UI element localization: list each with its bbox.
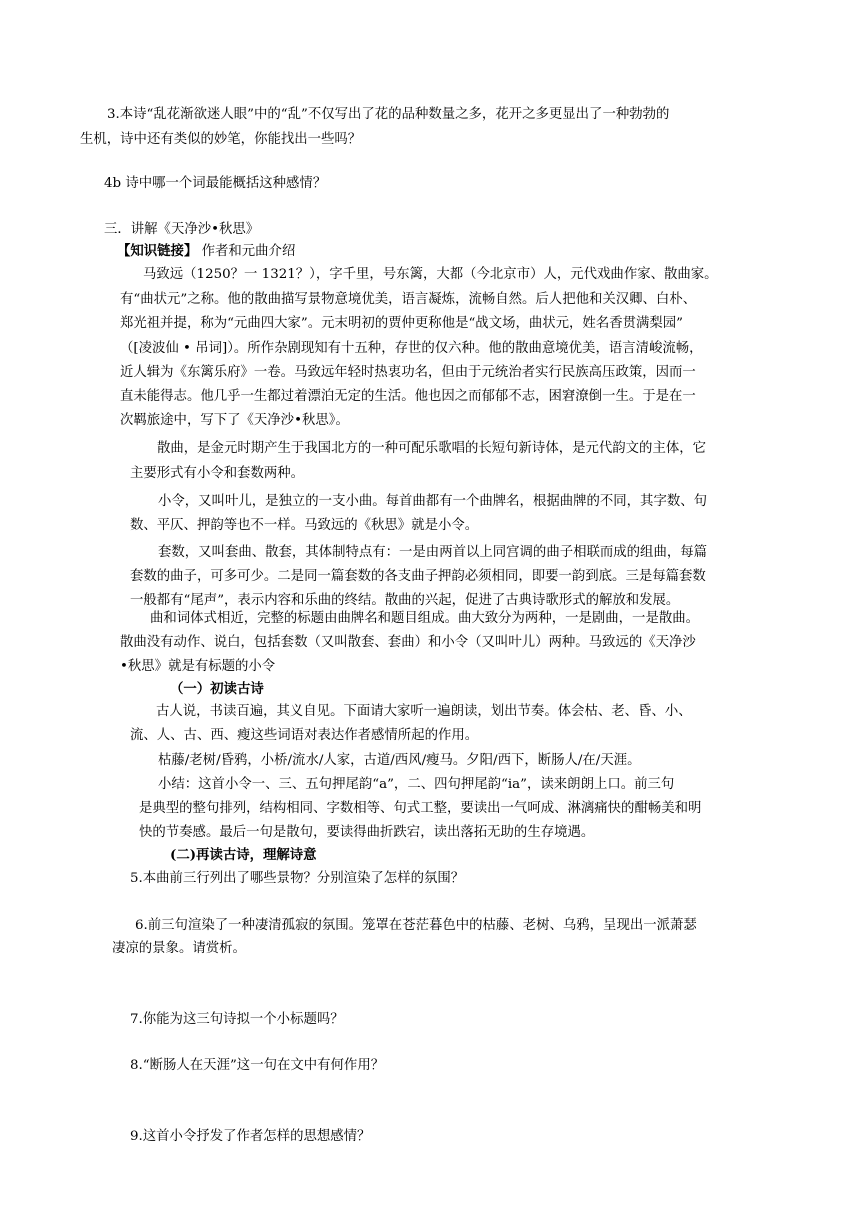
xiaoling-line: 小令，又叫叶儿，是独立的一支小曲。每首曲都有一个曲牌名，根据曲牌的不同，其字数、句 [158,494,708,509]
knowledge-link-label: 【知识链接】 [117,243,198,259]
question-6-line-2: 凄凉的景象。请赏析。 [112,941,246,956]
reading-2-heading: (二)再读古诗，理解诗意 [170,847,317,863]
author-bio-line: 次羁旅途中，写下了《天净沙•秋思》。 [120,413,349,428]
summary-line: 快的节奏感。最后一句是散句，要读得曲折跌宕，读出落拓无助的生存境遇。 [139,825,595,840]
author-bio-line: 马致远（1250？一 1321？），字千里，号东篱，大都（今北京市）人，元代戏曲作家、散曲家。 [143,267,718,282]
knowledge-link-text: 作者和元曲介绍 [197,244,296,259]
reading-1-intro-line: 流、人、古、西、瘦这些词语对表达作者感情所起的作用。 [130,728,479,743]
question-3-line-1: 3.本诗“乱花渐欲迷人眼”中的“乱”不仅写出了花的品种数量之多，花开之多更显出了一种勃勃的 [107,107,670,122]
knowledge-link [117,242,295,261]
question-3-line-2: 生机，诗中还有类似的妙笔，你能找出一些吗？ [80,132,362,147]
author-bio-line: 直未能得志。他几乎一生都过着漂泊无定的生活。他也因之而郁郁不志，困窘潦倒一生。于是在一 [120,389,696,404]
taoshu-line: 套数，又叫套曲、散套，其体制特点有：一是由两首以上同宫调的曲子相联而成的组曲，每篇 [158,545,708,560]
section-3-heading: 三．讲解《天净沙•秋思》 [104,222,260,237]
author-bio-line: 郑光祖并提，称为“元曲四大家”。元末明初的贾仲更称他是“战文场，曲状元，姓名香贯满梨园” [120,316,684,331]
taoshu-line: 套数的曲子，可多可少。二是同一篇套数的各支曲子押韵必须相同，即要一韵到底。三是每篇套数 [130,569,706,584]
reading-1-heading: （一）初读古诗 [170,681,264,697]
qu-line: 散曲没有动作、说白，包括套数（又叫散套、套曲）和小令（又叫叶儿）两种。马致远的《天净沙 [120,635,696,650]
sanqu-line: 散曲，是金元时期产生于我国北方的一种可配乐歌唱的长短句新诗体，是元代韵文的主体，它 [157,441,707,456]
question-6-line-1: 6.前三句渲染了一种凄清孤寂的氛围。笼罩在苍茫暮色中的枯藤、老树、乌鸦，呈现出一派萧瑟 [135,918,697,933]
question-8: 8.“断肠人在天涯”这一句在文中有何作用？ [130,1058,385,1073]
author-bio-line: （[凌波仙 • 吊词]）。所作杂剧现知有十五种，存世的仅六种。他的散曲意境优美，语言清峻流畅， [120,341,703,356]
question-7: 7.你能为这三句诗拟一个小标题吗？ [130,1012,344,1027]
poem-rhythm: 枯藤/老树/昏鸦，小桥/流水/人家，古道/西风/瘦马。夕阳/西下，断肠人/在/天涯。 [158,753,641,768]
taoshu-line: 一般都有“尾声”，表示内容和乐曲的终结。散曲的兴起，促进了古典诗歌形式的解放和发展。 [130,593,680,608]
summary-line: 是典型的整句排列，结构相同、字数相等、句式工整，要读出一气呵成、淋漓痛快的酣畅美和明 [139,801,702,816]
author-bio-line: 有“曲状元”之称。他的散曲描写景物意境优美，语言凝炼，流畅自然。后人把他和关汉卿、白朴、 [120,292,697,307]
author-bio-line: 近人辑为《东篱乐府》一卷。马致远年轻时热衷功名，但由于元统治者实行民族高压政策，因而一 [120,365,696,380]
reading-1-intro-line: 古人说，书读百遍，其义自见。下面请大家听一遍朗读，划出节奏。体会枯、老、昏、小、 [156,704,692,719]
question-9: 9.这首小令抒发了作者怎样的思想感情？ [130,1129,371,1144]
question-5: 5.本曲前三行列出了哪些景物？分别渲染了怎样的氛围？ [130,871,465,886]
summary-line: 小结：这首小令一、三、五句押尾韵“a”，二、四句押尾韵“ia”，读来朗朗上口。前三句 [158,777,675,792]
xiaoling-line: 数、平仄、押韵等也不一样。马致远的《秋思》就是小令。 [130,518,479,533]
sanqu-line: 主要形式有小令和套数两种。 [130,466,305,481]
question-4: 4b 诗中哪一个词最能概括这种感情？ [104,176,327,191]
qu-line: 曲和词体式相近，完整的标题由曲牌名和题目组成。曲大致分为两种，一是剧曲，一是散曲。 [150,611,700,626]
qu-line: •秋思》就是有标题的小令 [120,659,276,674]
